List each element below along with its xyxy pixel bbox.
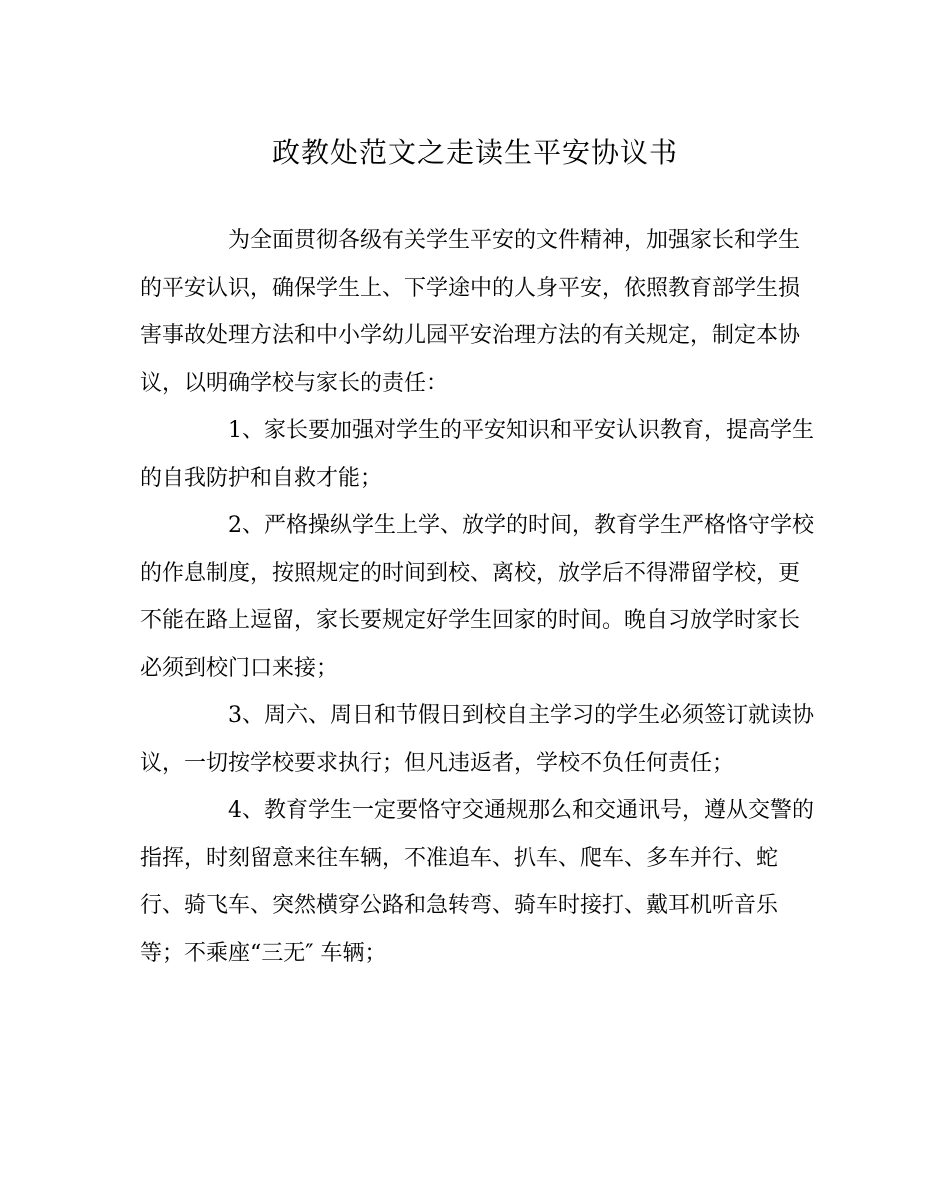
paragraph-line: 为全面贯彻各级有关学生平安的文件精神，加强家长和学生 [228,228,801,253]
paragraph-line: 等；不乘座“三无″ 车辆； [140,940,387,966]
paragraph-line: 的自我防护和自救才能； [140,465,383,491]
paragraph-line: 必须到校门口来接； [140,655,339,681]
paragraph-line: 议，以明确学校与家长的责任： [140,370,449,396]
paragraph-line: 3、周六、周日和节假日到校自主学习的学生必须签订就读协 [228,703,814,728]
document-title: 政教处范文之走读生平安协议书 [271,136,678,169]
paragraph-line: 议，一切按学校要求执行；但凡违返者，学校不负任何责任； [140,750,735,776]
document-body [140,217,814,977]
paragraph-line: 2、严格操纵学生上学、放学的时间，教育学生严格恪守学校 [228,513,814,538]
paragraph-line: 的平安认识，确保学生上、下学途中的人身平安，依照教育部学生损 [140,275,801,301]
paragraph-line: 的作息制度，按照规定的时间到校、离校，放学后不得滞留学校，更 [140,560,801,586]
paragraph-line: 指挥，时刻留意来往车辆，不准追车、扒车、爬车、多车并行、蛇 [140,845,779,871]
paragraph-line: 1、家长要加强对学生的平安知识和平安认识教育，提高学生 [228,418,814,443]
paragraph-line: 行、骑飞车、突然横穿公路和急转弯、骑车时接打、戴耳机听音乐 [140,893,779,918]
paragraph-line: 不能在路上逗留，家长要规定好学生回家的时间。晚自习放学时家长 [140,608,801,633]
paragraph-line: 害事故处理方法和中小学幼儿园平安治理方法的有关规定，制定本协 [140,323,801,348]
paragraph-line: 4、教育学生一定要恪守交通规那么和交通讯号，遵从交警的 [228,798,814,823]
